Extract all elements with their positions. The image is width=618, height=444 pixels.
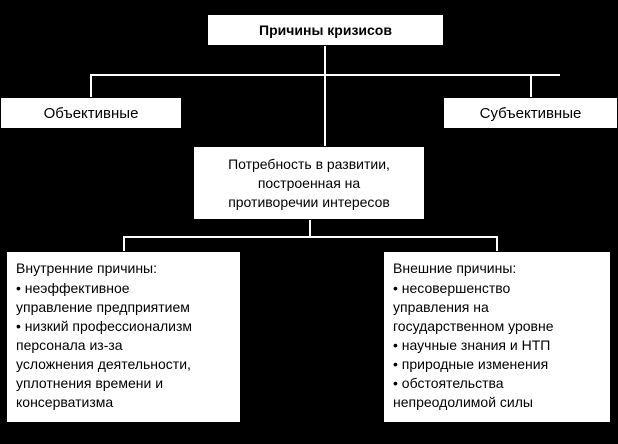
diagram-title-text: Причины кризисов (259, 22, 392, 38)
category-box-objective (0, 97, 182, 129)
diagram-title-box (207, 14, 444, 46)
detail-box-external-causes (383, 251, 611, 423)
center-note-line-3: противоречии интересов (228, 193, 390, 210)
detail-line: • природные изменения (393, 356, 549, 372)
connector-to-right-detail (496, 236, 498, 251)
detail-line: • несовершенство (393, 280, 511, 296)
category-label-subjective: Субъективные (479, 104, 582, 122)
detail-line: непреодолимой силы (393, 394, 533, 410)
detail-line: управления на (393, 299, 489, 315)
detail-heading-external: Внешние причины: (393, 260, 517, 276)
connector-to-objective (90, 74, 92, 97)
detail-line: • обстоятельства (393, 375, 504, 391)
detail-line: • низкий профессионализм (16, 318, 193, 334)
connector-center-note-down (309, 220, 311, 237)
detail-line: государственном уровне (393, 318, 554, 334)
connector-to-center-note (324, 74, 326, 146)
detail-line: • неэффективное (16, 280, 130, 296)
connector-to-left-detail (123, 236, 125, 251)
center-note-line-1: Потребность в развитии, (228, 155, 390, 172)
center-note-line-2: построенная на (257, 174, 361, 191)
detail-line: уплотнения времени и (16, 375, 164, 391)
detail-line: усложнения деятельности, (16, 356, 191, 372)
center-note-box (193, 146, 425, 220)
detail-line: консерватизма (16, 394, 114, 410)
category-box-subjective (443, 97, 618, 129)
detail-heading-internal: Внутренние причины: (16, 260, 157, 276)
center-note-lines (200, 155, 418, 212)
detail-line: персонала из-за (16, 337, 123, 353)
connector-to-subjective (530, 74, 532, 97)
category-label-objective: Объективные (43, 104, 139, 122)
detail-line: управление предприятием (16, 299, 190, 315)
detail-box-internal-causes (6, 251, 241, 423)
connector-horizontal-details (123, 236, 497, 238)
detail-line: • научные знания и НТП (393, 337, 551, 353)
